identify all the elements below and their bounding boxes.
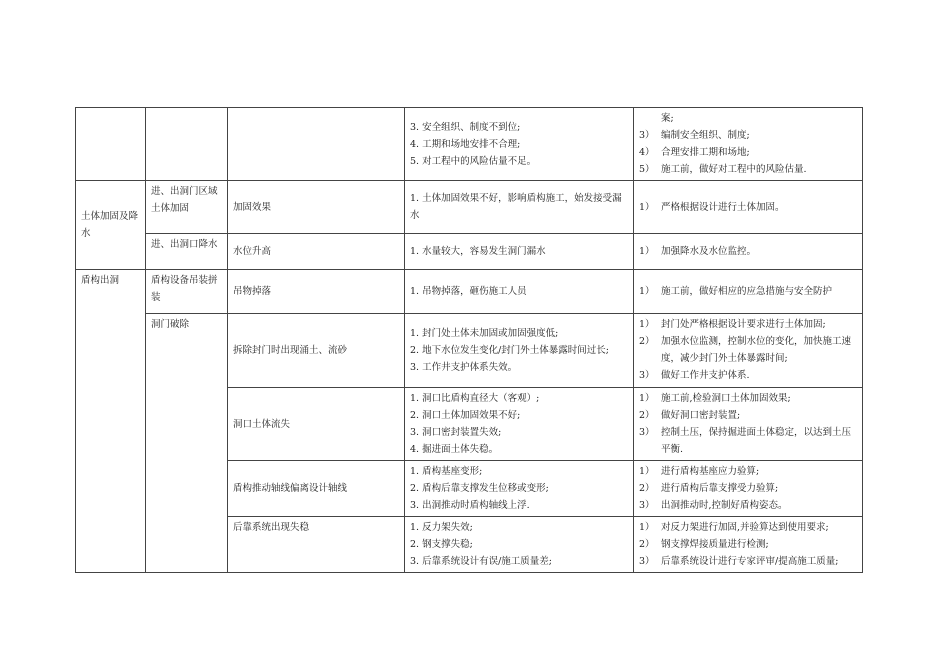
stage-cell bbox=[76, 108, 146, 181]
cause-cell bbox=[405, 181, 634, 234]
measure-item: 1） 封门处严格根据设计要求进行土体加固; bbox=[639, 319, 826, 330]
cause-line: 1. 洞口比盾构直径大（客观）; bbox=[410, 393, 540, 404]
risk-label: 盾构推动轴线偏离设计轴线 bbox=[233, 483, 348, 494]
measure-cell bbox=[634, 517, 863, 573]
table-row bbox=[76, 234, 863, 270]
measure-item: 1） 对反力架进行加固,并验算达到使用要求; bbox=[639, 522, 829, 533]
measure-item: 2） 加强水位监测，控制水位的变化，加快施工速度，减少封门外土体暴露时间; bbox=[639, 336, 852, 364]
measure-item: 1） 进行盾构基座应力验算; bbox=[639, 466, 760, 477]
measure-cell bbox=[634, 314, 863, 388]
cause-line: 1. 盾构基座变形; bbox=[410, 466, 483, 477]
step-cell bbox=[146, 270, 228, 314]
measure-item: 3） 后靠系统设计进行专家评审/提高施工质量; bbox=[639, 556, 839, 567]
cause-line: 3. 出洞推动时盾构轴线上浮. bbox=[410, 500, 530, 511]
stage-label: 盾构出洞 bbox=[81, 275, 120, 286]
measure-item: 3） 做好工作井支护体系. bbox=[639, 370, 750, 381]
cause-cell bbox=[405, 108, 634, 181]
step-cell bbox=[146, 108, 228, 181]
measure-cell bbox=[634, 461, 863, 517]
cause-line: 4. 掘进面土体失稳。 bbox=[410, 444, 499, 455]
step-label: 盾构设备吊装拼装 bbox=[151, 275, 218, 303]
step-cell bbox=[146, 234, 228, 270]
measure-continuation: 案; bbox=[661, 113, 674, 124]
cause-line: 5. 对工程中的风险估量不足。 bbox=[410, 155, 537, 167]
risk-label: 加固效果 bbox=[233, 201, 272, 213]
cause-line: 2. 地下水位发生变化/封门外土体暴露时间过长; bbox=[410, 345, 609, 356]
cause-line: 4. 工期和场地安排不合理; bbox=[410, 138, 521, 150]
risk-cell bbox=[228, 517, 405, 573]
measure-item: 2） 进行盾构后靠支撑受力验算; bbox=[639, 483, 779, 494]
risk-label: 拆除封门时出现涌土、流砂 bbox=[233, 345, 348, 356]
measure-item: 5） 施工前，做好对工程中的风险估量. bbox=[639, 164, 807, 175]
step-cell bbox=[146, 314, 228, 573]
risk-label: 水位升高 bbox=[233, 246, 272, 257]
table-row bbox=[76, 181, 863, 234]
step-cell bbox=[146, 181, 228, 234]
step-label: 进、出洞门区域土体加固 bbox=[151, 186, 218, 214]
cause-line: 3. 后靠系统设计有误/施工质量差; bbox=[410, 556, 552, 567]
measure-cell bbox=[634, 181, 863, 234]
risk-cell bbox=[228, 234, 405, 270]
risk-cell bbox=[228, 270, 405, 314]
measure-item: 1） 施工前，做好相应的应急措施与安全防护 bbox=[639, 286, 833, 297]
risk-label: 洞口土体流失 bbox=[233, 418, 291, 430]
risk-label: 吊物掉落 bbox=[233, 286, 272, 297]
risk-cell bbox=[228, 388, 405, 461]
cause-cell bbox=[405, 314, 634, 388]
cause-line: 1. 封门处土体未加固或加固强度低; bbox=[410, 328, 559, 339]
risk-label: 后靠系统出现失稳 bbox=[233, 522, 310, 533]
cause-line: 2. 钢支撑失稳; bbox=[410, 539, 473, 550]
cause-cell bbox=[405, 234, 634, 270]
measure-item: 1） 施工前,检验洞口土体加固效果; bbox=[639, 393, 791, 404]
table-row bbox=[76, 314, 863, 388]
risk-table bbox=[75, 107, 863, 573]
cause-line: 1. 土体加固效果不好，影响盾构施工，始发接受漏水 bbox=[410, 193, 622, 221]
step-label: 进、出洞口降水 bbox=[151, 239, 218, 250]
measure-item: 1） 加强降水及水位监控。 bbox=[639, 246, 757, 257]
stage-cell bbox=[76, 270, 146, 573]
table-row bbox=[76, 108, 863, 181]
risk-cell bbox=[228, 108, 405, 181]
measure-cell bbox=[634, 388, 863, 461]
cause-cell bbox=[405, 388, 634, 461]
measure-cell bbox=[634, 234, 863, 270]
cause-line: 3. 工作井支护体系失效。 bbox=[410, 362, 518, 373]
risk-cell bbox=[228, 461, 405, 517]
measure-cell bbox=[634, 270, 863, 314]
measure-item: 3） 编制安全组织、制度; bbox=[639, 130, 750, 141]
risk-cell bbox=[228, 181, 405, 234]
risk-cell bbox=[228, 314, 405, 388]
cause-line: 1. 反力架失效; bbox=[410, 522, 473, 533]
measure-item: 3） 控制土压，保持掘进面土体稳定，以达到土压平衡. bbox=[639, 427, 852, 455]
cause-line: 2. 盾构后靠支撑发生位移或变形; bbox=[410, 483, 549, 494]
stage-label: 土体加固及降水 bbox=[81, 211, 139, 239]
cause-line: 3. 洞口密封装置失效; bbox=[410, 427, 502, 438]
table-row bbox=[76, 270, 863, 314]
measure-item: 2） 钢支撑焊接质量进行检测; bbox=[639, 539, 769, 550]
measure-item: 1） 严格根据设计进行土体加固。 bbox=[639, 201, 785, 213]
cause-line: 3. 安全组织、制度不到位; bbox=[410, 121, 521, 133]
cause-cell bbox=[405, 517, 634, 573]
measure-item: 2） 做好洞口密封装置; bbox=[639, 410, 741, 421]
measure-item: 3） 出洞推动时,控制好盾构姿态。 bbox=[639, 500, 788, 511]
cause-line: 2. 洞口土体加固效果不好; bbox=[410, 410, 521, 421]
stage-cell bbox=[76, 181, 146, 270]
measure-cell bbox=[634, 108, 863, 181]
cause-line: 1. 水量较大，容易发生洞门漏水 bbox=[410, 246, 546, 257]
step-label: 洞门破除 bbox=[151, 319, 190, 330]
cause-cell bbox=[405, 461, 634, 517]
cause-cell bbox=[405, 270, 634, 314]
cause-line: 1. 吊物掉落，砸伤施工人员 bbox=[410, 286, 527, 297]
measure-item: 4） 合理安排工期和场地; bbox=[639, 147, 750, 158]
